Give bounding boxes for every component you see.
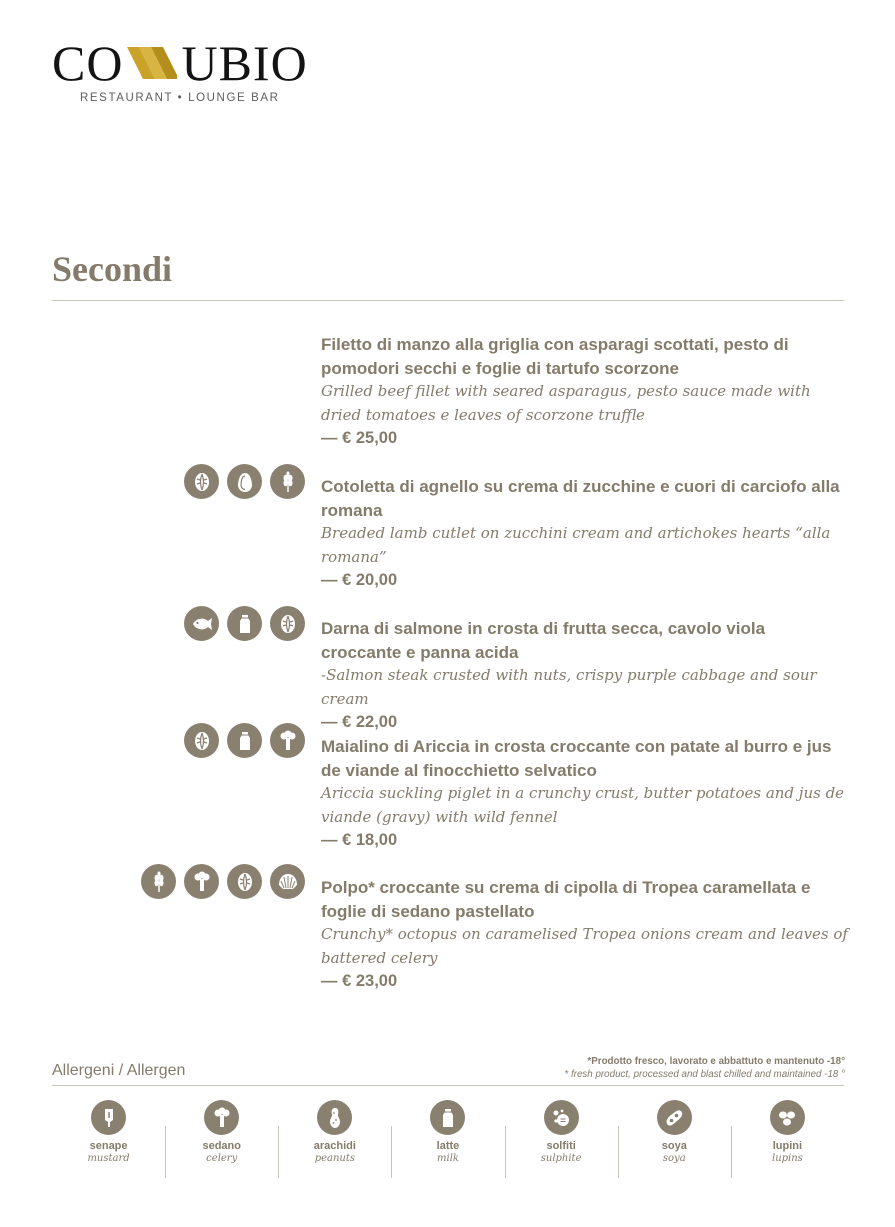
- dish-price: — € 18,00: [321, 831, 398, 849]
- brand-tagline: RESTAURANT • LOUNGE BAR: [80, 92, 280, 104]
- brand-name-left: CO: [52, 35, 124, 91]
- celery-icon: [204, 1100, 239, 1135]
- nuts-icon: [184, 464, 219, 499]
- mustard-icon: [91, 1100, 126, 1135]
- section-title: Secondi: [52, 249, 173, 289]
- brand-wordmark: [52, 35, 312, 91]
- dish-price: — € 23,00: [321, 972, 398, 990]
- allergens-title: Allergeni / Allergen: [52, 1062, 186, 1079]
- lupin-icon: [770, 1100, 805, 1135]
- dish-name-it: Polpo* croccante su crema di cipolla di Tropea caramellata e foglie di sedano pastellato: [321, 878, 811, 921]
- legend-label-it: latte: [436, 1140, 460, 1152]
- legend-item-lupins: [731, 1100, 844, 1164]
- fresh-product-note: [564, 1055, 845, 1081]
- legend-item-milk: [391, 1100, 504, 1164]
- legend-item-peanuts: [278, 1100, 391, 1164]
- dish-name-it: Darna di salmone in crosta di frutta secca, cavolo viola croccante e panna acida: [321, 619, 766, 662]
- dish-price: — € 25,00: [321, 429, 398, 447]
- dish-allergen-icons: [184, 606, 305, 641]
- dish-name-it: Maialino di Ariccia in crosta croccante con patate al burro e jus de viande al finocchietto selvatico: [321, 737, 832, 780]
- dish-name-en: -Salmon steak crusted with nuts, crispy purple cabbage and sour cream: [321, 666, 817, 708]
- dish-allergen-icons: [184, 464, 305, 499]
- legend-label-it: senape: [89, 1140, 128, 1152]
- dish-allergen-icons: [184, 723, 305, 758]
- soy-icon: [657, 1100, 692, 1135]
- legend-label-en: celery: [206, 1153, 238, 1164]
- wheat-icon: [270, 464, 305, 499]
- section-divider: [52, 300, 844, 301]
- nuts-icon: [270, 606, 305, 641]
- dish-price: — € 22,00: [321, 713, 398, 731]
- brand-mark-icon: [125, 43, 179, 83]
- milk-icon: [430, 1100, 465, 1135]
- brand-logo: [52, 35, 312, 104]
- fish-icon: [184, 606, 219, 641]
- allergen-legend: [52, 1100, 844, 1164]
- legend-label-en: soya: [662, 1153, 686, 1164]
- wheat-icon: [141, 864, 176, 899]
- footer-divider: [52, 1085, 844, 1086]
- nuts-icon: [227, 864, 262, 899]
- brand-name-right: UBIO: [181, 35, 308, 91]
- dish-item: [321, 735, 849, 852]
- legend-label-en: peanuts: [314, 1153, 355, 1164]
- egg-icon: [227, 464, 262, 499]
- milk-icon: [227, 606, 262, 641]
- dish-name-it: Cotoletta di agnello su crema di zucchine e cuori di carciofo alla romana: [321, 477, 840, 520]
- legend-label-en: sulphite: [540, 1153, 582, 1164]
- legend-label-it: sedano: [202, 1140, 241, 1152]
- dish-item: [321, 333, 849, 450]
- nuts-icon: [184, 723, 219, 758]
- celery-icon: [184, 864, 219, 899]
- legend-label-en: mustard: [87, 1153, 130, 1164]
- legend-label-en: lupins: [772, 1153, 803, 1164]
- dish-item: [321, 475, 849, 592]
- dish-name-en: Ariccia suckling piglet in a crunchy crust, butter potatoes and jus de viande (gravy) with wild fennel: [321, 784, 845, 826]
- dish-price: — € 20,00: [321, 571, 398, 589]
- dish-name-en: Crunchy* octopus on caramelised Tropea onions cream and leaves of battered celery: [321, 925, 848, 967]
- note-it: *Prodotto fresco, lavorato e abbattuto e mantenuto -18°: [587, 1056, 845, 1067]
- sulphite-icon: [544, 1100, 579, 1135]
- legend-label-en: milk: [437, 1153, 459, 1164]
- dish-allergen-icons: [141, 864, 305, 899]
- legend-item-sulphite: [505, 1100, 618, 1164]
- dish-name-en: Breaded lamb cutlet on zucchini cream and artichokes hearts “alla romana”: [321, 524, 831, 566]
- dish-item: [321, 617, 849, 734]
- celery-icon: [270, 723, 305, 758]
- legend-label-it: soya: [661, 1140, 687, 1152]
- legend-label-it: arachidi: [313, 1140, 356, 1152]
- legend-item-mustard: [52, 1100, 165, 1164]
- legend-item-celery: [165, 1100, 278, 1164]
- legend-label-it: lupini: [772, 1140, 803, 1152]
- shellfish-icon: [270, 864, 305, 899]
- dish-name-it: Filetto di manzo alla griglia con asparagi scottati, pesto di pomodori secchi e foglie di tartufo scorzone: [321, 335, 789, 378]
- milk-icon: [227, 723, 262, 758]
- dish-item: [321, 876, 849, 993]
- legend-item-soy: [618, 1100, 731, 1164]
- peanut-icon: [317, 1100, 352, 1135]
- legend-label-it: solfiti: [546, 1140, 576, 1152]
- note-en: * fresh product, processed and blast chilled and maintained -18 °: [564, 1069, 845, 1080]
- dish-name-en: Grilled beef fillet with seared asparagus, pesto sauce made with dried tomatoes e leaves of scorzone truffle: [321, 382, 811, 424]
